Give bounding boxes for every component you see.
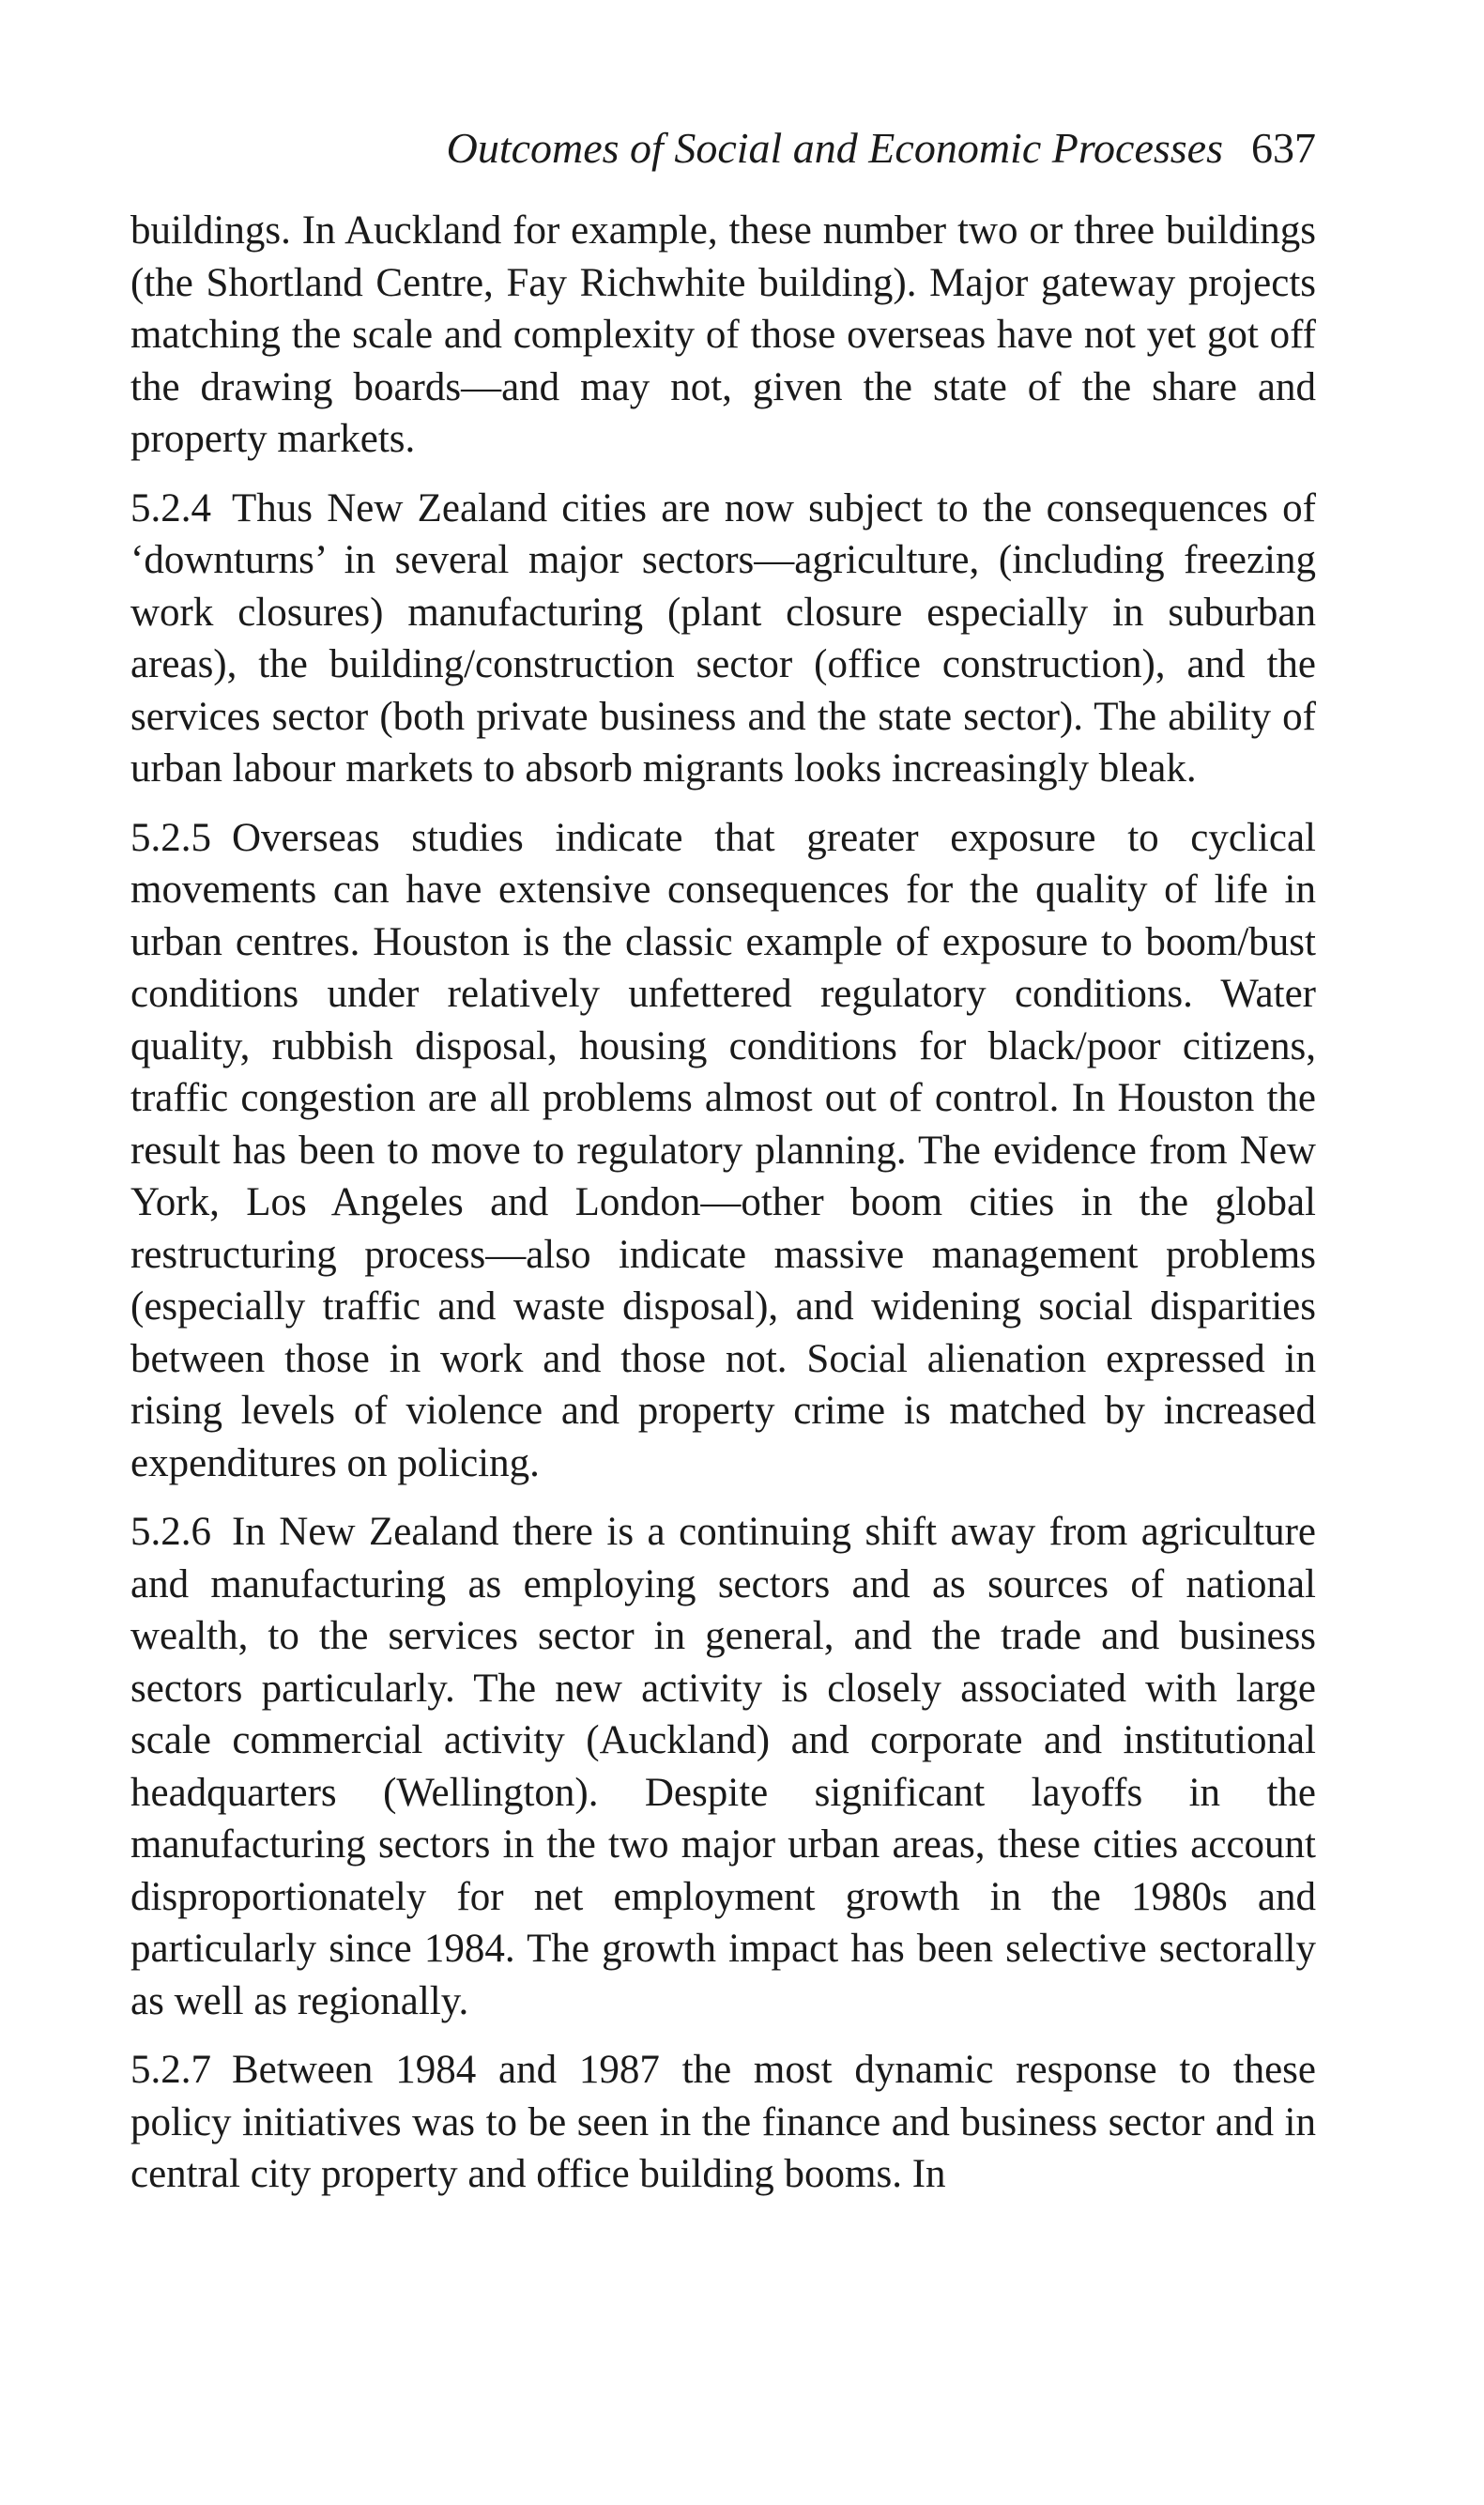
paragraph-number: 5.2.4 — [130, 485, 211, 530]
running-head-title: Outcomes of Social and Economic Processes — [446, 124, 1223, 172]
paragraph-number: 5.2.6 — [130, 1510, 211, 1554]
paragraph-number: 5.2.5 — [130, 815, 211, 860]
paragraph-continuation — [130, 205, 1316, 466]
paragraph-number: 5.2.7 — [130, 2048, 211, 2092]
paragraph-text: buildings. In Auckland for example, these number two or three buildings (the Shortland Centre, Fay Richwhite building). Major gateway projects matching the scale and complexity of those overseas have not yet got off the drawing boards—and may not, given the state of the share and property markets. — [130, 208, 1316, 461]
page-number: 637 — [1251, 124, 1316, 172]
paragraph-5-2-5 — [130, 812, 1316, 1490]
paragraph-5-2-7 — [130, 2044, 1316, 2201]
paragraph-5-2-6 — [130, 1506, 1316, 2027]
paragraph-5-2-4 — [130, 483, 1316, 795]
paragraph-text: Overseas studies indicate that greater exposure to cyclical movements can have extensive consequences for the quality of life in urban centres. Houston is the classic example of exposure to boom/bust conditions under relatively unfettered regulatory conditions. Water quality, rubbish disposal, housing conditions for black/poor citizens, traffic congestion are all problems almost out of control. In Houston the result has been to move to regulatory planning. The evidence from New York, Los Angeles and London—other boom cities in the global restructuring process—also indicate massive management problems (especially traffic and waste disposal), and widening social disparities between those in work and those not. Social alienation expressed in rising levels of violence and property crime is matched by increased expenditures on policing. — [130, 815, 1316, 1485]
paragraph-text: In New Zealand there is a continuing shift away from agriculture and manufacturing as employing sectors and as sources of national wealth, to the services sector in general, and the trade and business sectors particularly. The new activity is closely associated with large scale commercial activity (Auckland) and corporate and institutional headquarters (Wellington). Despite significant layoffs in the manufacturing sectors in the two major urban areas, these cities account disproportionately for net employment growth in the 1980s and particularly since 1984. The growth impact has been selective sectorally as well as regionally. — [130, 1510, 1316, 2023]
paragraph-text: Between 1984 and 1987 the most dynamic response to these policy initiatives was to be seen in the finance and business sector and in central city property and office building booms. In — [130, 2048, 1316, 2196]
paragraph-text: Thus New Zealand cities are now subject to the consequences of ‘downturns’ in several major sectors—agriculture, (including freezing work closures) manufacturing (plant closure especially in suburban areas), the building/construction sector (office construction), and the services sector (both private business and the state sector). The ability of urban labour markets to absorb migrants looks increasingly bleak. — [130, 485, 1316, 791]
running-head — [130, 120, 1316, 177]
body-text — [130, 205, 1316, 2218]
